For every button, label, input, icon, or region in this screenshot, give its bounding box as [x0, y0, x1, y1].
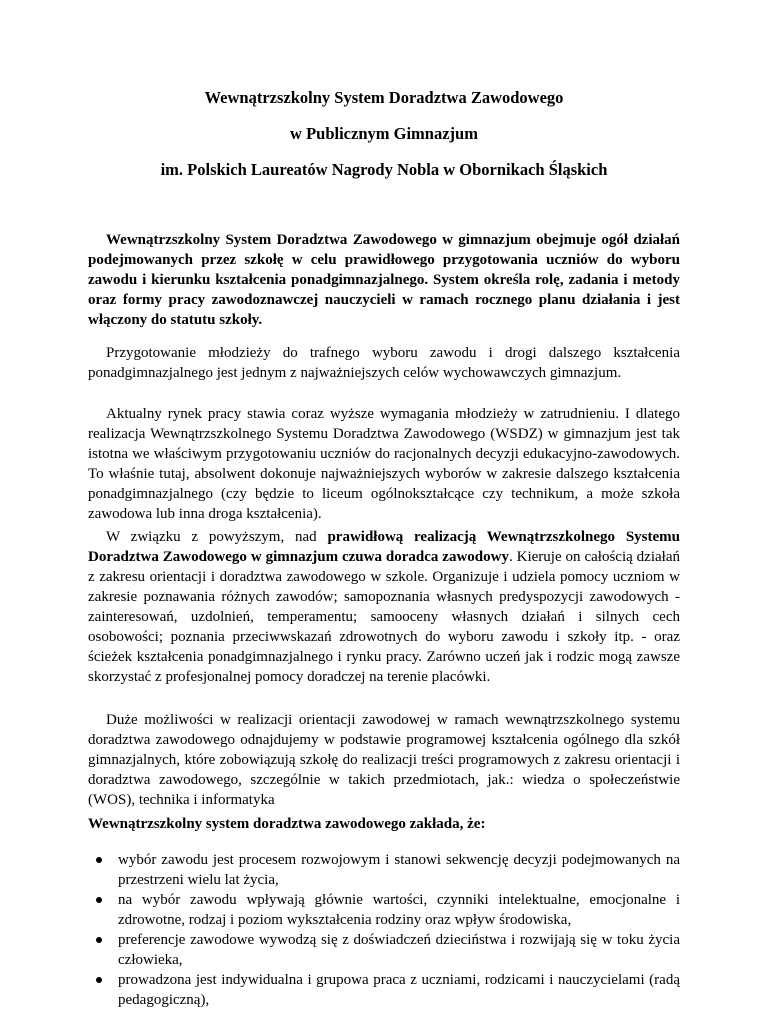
list-heading: Wewnątrzszkolny system doradztwa zawodowego zakłada, że:	[88, 816, 486, 832]
paragraph-1: Przygotowanie młodzieży do trafnego wyboru zawodu i drogi dalszego kształcenia ponadgimnazjalnego jest jednym z najważniejszych celów wychowawczych gimnazjum.	[88, 345, 680, 381]
list-item	[88, 930, 680, 970]
list-item	[88, 850, 680, 890]
bullet-icon	[96, 857, 102, 863]
paragraph-3-lead: W związku z powyższym, nad	[106, 529, 328, 545]
bullet-icon	[96, 937, 102, 943]
paragraph-4: Duże możliwości w realizacji orientacji zawodowej w ramach wewnątrzszkolnego systemu doradztwa zawodowego odnajdujemy w podstawie programowej kształcenia ogólnego dla szkół gimnazjalnych, które zobowiązują szkołę do realizacji treści programowych z zakresu orientacji i doradztwa zawodowego, szczególnie w takich przedmiotach, jak.: wiedza o społeczeństwie (WOS), technika i informatyka	[88, 712, 680, 808]
list-item	[88, 970, 680, 1010]
list-item-text: prowadzona jest indywidualna i grupowa praca z uczniami, rodzicami i nauczycielami (radą pedagogiczną),	[118, 972, 680, 1008]
bullet-icon	[96, 897, 102, 903]
paragraph-3-rest: . Kieruje on całością działań z zakresu orientacji i doradztwa zawodowego w szkole. Organizuje i udziela pomocy uczniom w zakresie poznawania różnych zawodów; samopoznania własnych predyspozycji zawodowych - zainteresowań, uzdolnień, temperamentu; samooceny własnych działań i silnych cech osobowości; poznania przeciwwskazań zdrowotnych do wyboru zawodu i szkoły itp. - oraz ścieżek kształcenia ponadgimnazjalnego i rynku pracy. Zarówno uczeń jak i rodzic mogą zawsze skorzystać z profesjonalnej pomocy doradczej na terenie placówki.	[88, 549, 680, 685]
intro-paragraph: Wewnątrzszkolny System Doradztwa Zawodowego w gimnazjum obejmuje ogół działań podejmowanych przez szkołę w celu prawidłowego przygotowania uczniów do wyboru zawodu i kierunku kształcenia ponadgimnazjalnego. System określa rolę, zadania i metody oraz formy pracy zawodoznawczej nauczycieli w ramach rocznego planu działania i jest włączony do statutu szkoły.	[88, 232, 680, 328]
paragraph-3-bold: prawidłową realizacją Wewnątrzszkolnego Systemu Doradztwa Zawodowego w gimnazjum czuwa doradca zawodowy	[88, 529, 680, 565]
paragraph-3	[88, 527, 680, 687]
list-item-text: preferencje zawodowe wywodzą się z doświadczeń dzieciństwa i rozwijają się w toku życia człowieka,	[118, 932, 680, 968]
title-line-2: w Publicznym Gimnazjum	[290, 124, 478, 143]
bullet-icon	[96, 977, 102, 983]
paragraph-2: Aktualny rynek pracy stawia coraz wyższe wymagania młodzieży w zatrudnieniu. I dlatego realizacja Wewnątrzszkolnego Systemu Doradztwa Zawodowego (WSDZ) w gimnazjum jest tak istotna we właściwym przygotowaniu uczniów do racjonalnych decyzji edukacyjno-zawodowych. To właśnie tutaj, absolwent dokonuje najważniejszych wyborów w zakresie dalszego kształcenia ponadgimnazjalnego (czy będzie to liceum ogólnokształcące czy technikum, a może szkoła zawodowa lub inna droga kształcenia).	[88, 406, 680, 522]
list-item-text: wybór zawodu jest procesem rozwojowym i stanowi sekwencję decyzji podejmowanych na przestrzeni wielu lat życia,	[118, 852, 680, 888]
list-item-text: na wybór zawodu wpływają głównie wartości, czynniki intelektualne, emocjonalne i zdrowotne, rodzaj i poziom wykształcenia rodziny oraz wpływ środowiska,	[118, 892, 680, 928]
title-line-3: im. Polskich Laureatów Nagrody Nobla w Obornikach Śląskich	[160, 160, 608, 179]
list-item	[88, 890, 680, 930]
title-line-1: Wewnątrzszkolny System Doradztwa Zawodowego	[204, 88, 564, 107]
assumptions-list	[88, 850, 680, 1010]
